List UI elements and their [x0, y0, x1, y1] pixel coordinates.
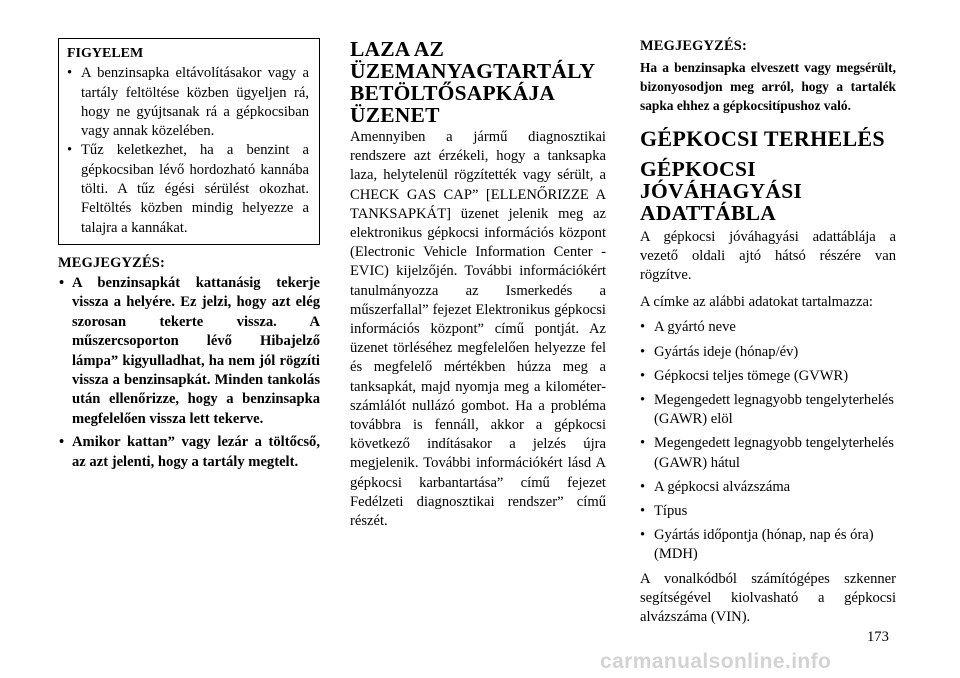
vin-barcode-paragraph: A vonalkódból számítógépes szkenner segítségével kiolvasható a gépkocsi alvázszáma (VIN). [640, 570, 896, 626]
note-title: MEGJEGYZÉS: [58, 254, 165, 271]
warning-item: • Tűz keletkezhet, ha a benzint a gépkocsiban lévő hordozható kannába tölti. A tűz égési sérülést okozhat. Feltöltés közben mindig helyezze a talajra a kannákat. [67, 141, 309, 237]
warning-list [67, 64, 309, 238]
note-item: • A benzinsapkát kattanásig tekerje vissza a helyére. Ez jelzi, hogy azt elég szorosan tekerte vissza. A műszercsoporton lévő Hibajelző lámpa” kigyulladhat, ha nem jól rögzíti vissza a benzinsapkát. Minden tankolás után ellenőrizze, hogy a benzinsapka megfelelően vissza lett tekerve. [58, 274, 320, 429]
note-item: • Amikor kattan” vagy lezár a töltőcső, az azt jelenti, hogy a tartály megtelt. [58, 433, 320, 472]
note-list [58, 274, 320, 472]
section-heading-vehicle-loading: GÉPKOCSI TERHELÉS [640, 125, 885, 151]
certification-intro: A gépkocsi jóváhagyási adattáblája a vezető oldali ajtó hátsó részére van rögzítve. [640, 228, 896, 284]
section-heading-fuel-cap: LAZA AZ ÜZEMANYAGTARTÁLY BETÖLTŐSAPKÁJA ÜZENET [350, 37, 595, 127]
note-title: MEGJEGYZÉS: [640, 38, 747, 54]
label-item: • Megengedett legnagyobb tengelyterhelés (GAWR) hátul [640, 434, 896, 472]
page-number: 173 [867, 629, 889, 645]
label-item: • Gyártás időpontja (hónap, nap és óra) (MDH) [640, 526, 896, 564]
label-contents-intro: A címke az alábbi adatokat tartalmazza: [640, 294, 873, 311]
label-contents-list [640, 318, 896, 564]
label-item: • Típus [640, 502, 896, 521]
fuel-cap-paragraph: Amennyiben a jármű diagnosztikai rendszere azt érzékeli, hogy a tanksapka laza, helytelenül rögzítették vagy sérült, a CHECK GAS CAP” [ELLENŐRIZZE A TANKSAPKÁT] üzenet jelenik meg az elektronikus gépkocsi információs központ (Electronic Vehicle Information Center - EVIC) kijelzőjén. További információkért tanulmányozza az Ismerkedés a műszerfallal” fejezet Elektronikus gépkocsi információs központ” című pontját. Az üzenet törléséhez megfelelően helyezze fel és megfelelő mértékben húzza meg a tanksapkát, majd nyomja meg a kilométer-számlálót nullázó gombot. Ha a probléma továbbra is fennáll, akkor a gépkocsi következő indításakor a jelzés újra megjelenik. További információkért lásd A gépkocsi karbantartása” című fejezet Fedélzeti diagnosztikai rendszer” című részét. [350, 129, 606, 530]
subsection-heading-certification-label: GÉPKOCSI JÓVÁHAGYÁSI ADATTÁBLA [640, 156, 803, 225]
right-column [640, 38, 896, 627]
warning-title: FIGYELEM [67, 46, 144, 61]
label-item: • A gyártó neve [640, 318, 896, 337]
warning-box [58, 38, 320, 245]
note-paragraph: Ha a benzinsapka elveszett vagy megsérült, bizonyosodjon meg arról, hogy a tartalék sapka ehhez a gépkocsitípushoz való. [640, 60, 896, 114]
warning-item: • A benzinsapka eltávolításakor vagy a tartály feltöltése közben ügyeljen rá, hogy ne gyújtsanak rá a gépkocsiban vagy annak közelében. [67, 64, 309, 141]
watermark: carmanualsonline.info [600, 650, 832, 673]
label-item: • A gépkocsi alvázszáma [640, 478, 896, 497]
left-column [58, 38, 320, 476]
label-item: • Gépkocsi teljes tömege (GVWR) [640, 367, 896, 386]
label-item: • Gyártás ideje (hónap/év) [640, 343, 896, 362]
middle-column [350, 38, 606, 531]
label-item: • Megengedett legnagyobb tengelyterhelés (GAWR) elöl [640, 391, 896, 429]
